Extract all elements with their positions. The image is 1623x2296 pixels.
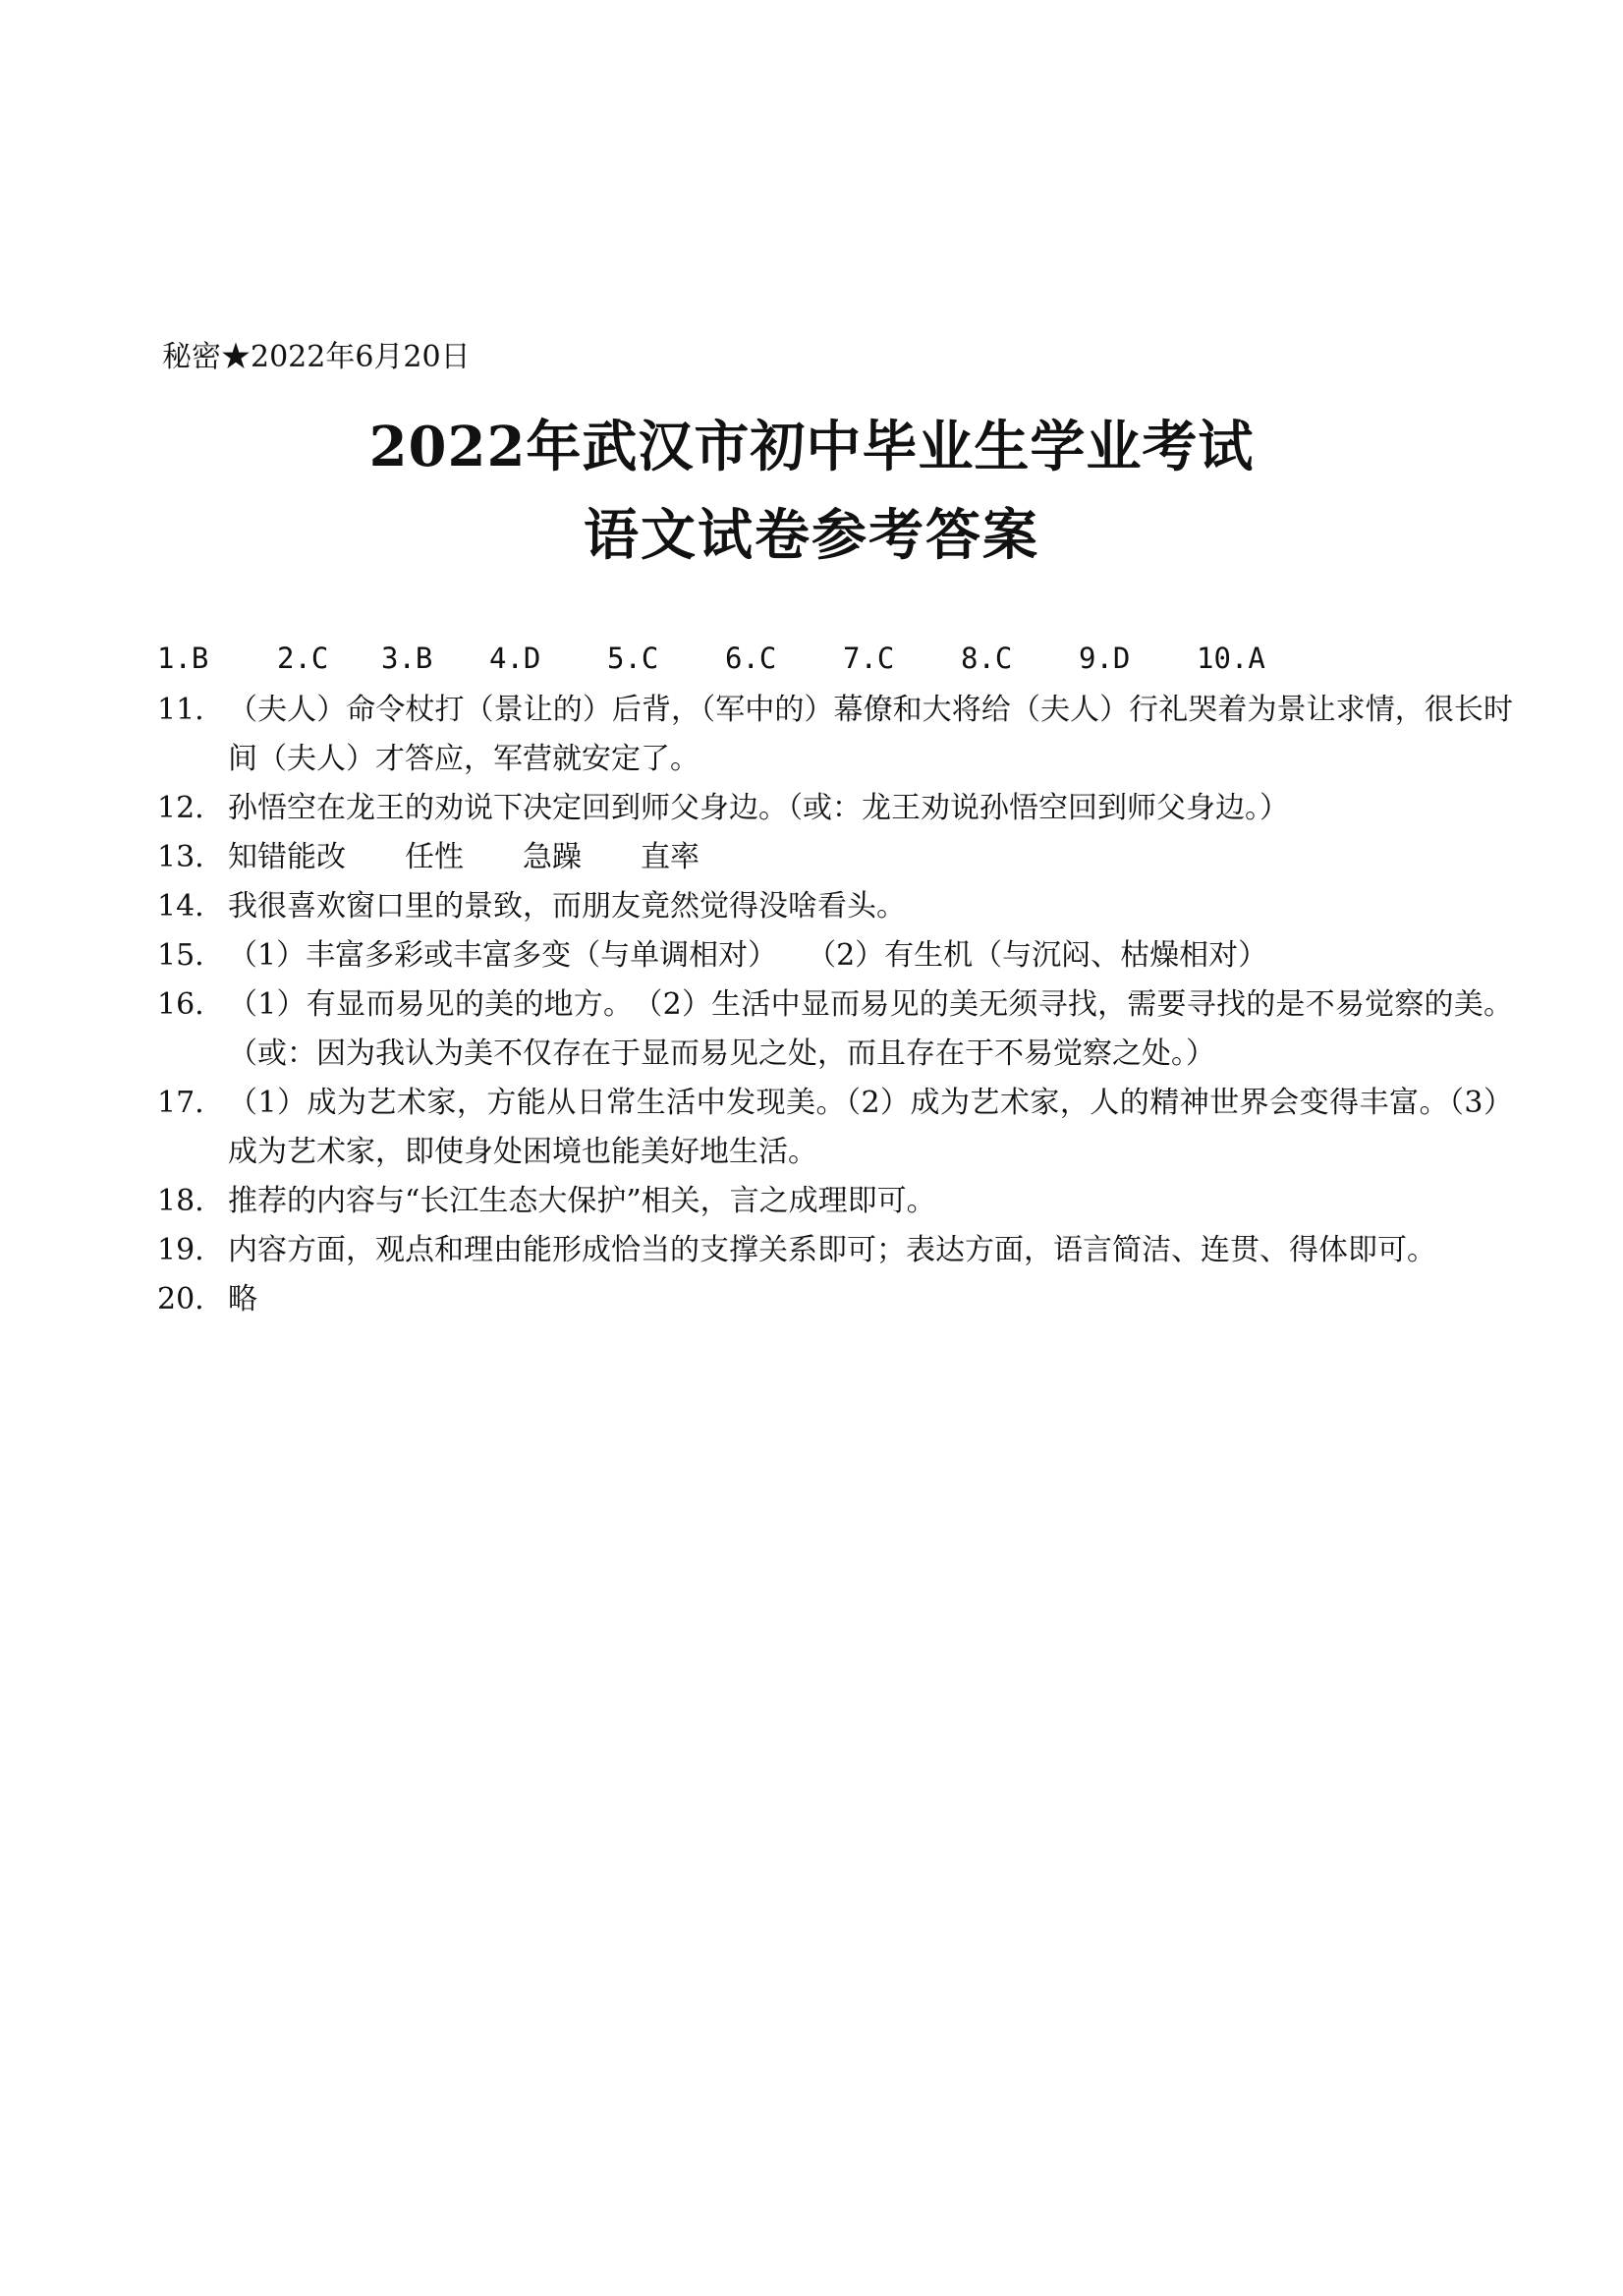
answer-text: 孙悟空在龙王的劝说下决定回到师父身边。（或：龙王劝说孙悟空回到师父身边。）	[228, 791, 1289, 825]
answer-number: 14.	[157, 889, 204, 924]
mc-answer-4: 4.D	[489, 642, 541, 675]
answer-number: 15.	[157, 938, 204, 973]
answer-number: 18.	[157, 1184, 204, 1218]
multiple-choice-answers	[0, 637, 1623, 680]
mc-answer-3: 3.B	[381, 642, 433, 675]
mc-answer-6: 6.C	[725, 642, 777, 675]
answer-number: 12.	[157, 791, 204, 825]
mc-answer-1: 1.B	[157, 642, 209, 675]
answer-number: 11.	[157, 693, 204, 727]
answer-key-subtitle: 语文试卷参考答案	[584, 503, 1039, 568]
answer-text: （1）成为艺术家，方能从日常生活中发现美。（2）成为艺术家，人的精神世界会变得丰富。（3）成为艺术家，即使身处困境也能美好地生活。	[228, 1086, 1513, 1169]
answer-text: 知错能改 任性 急躁 直率	[228, 840, 700, 874]
mc-answer-2: 2.C	[277, 642, 329, 675]
confidential-date-line: 秘密★2022年6月20日	[162, 340, 471, 374]
answer-item-19	[157, 1226, 1513, 1275]
mc-answer-8: 8.C	[961, 642, 1013, 675]
answer-text: （1）丰富多彩或丰富多变（与单调相对） （2）有生机（与沉闷、枯燥相对）	[228, 938, 1268, 973]
answer-item-16	[157, 980, 1513, 1079]
mc-answer-10: 10.A	[1197, 642, 1265, 675]
mc-answer-9: 9.D	[1079, 642, 1131, 675]
answer-number: 19.	[157, 1233, 204, 1267]
answer-item-11	[157, 686, 1513, 784]
answer-item-17	[157, 1079, 1513, 1177]
answer-number: 13.	[157, 840, 204, 874]
answer-text: （1）有显而易见的美的地方。 （2）生活中显而易见的美无须寻找，需要寻找的是不易觉察的美。（或：因为我认为美不仅存在于显而易见之处，而且存在于不易觉察之处。）	[228, 987, 1513, 1071]
exam-title: 2022年武汉市初中毕业生学业考试	[368, 415, 1255, 479]
mc-answer-7: 7.C	[843, 642, 895, 675]
answer-text: 略	[228, 1282, 257, 1316]
answer-item-14	[157, 882, 1513, 931]
answer-item-15	[157, 931, 1513, 980]
answer-number: 17.	[157, 1086, 204, 1120]
answer-item-18	[157, 1177, 1513, 1226]
answer-text: （夫人）命令杖打（景让的）后背，（军中的）幕僚和大将给（夫人）行礼哭着为景让求情，很长时间（夫人）才答应，军营就安定了。	[228, 693, 1513, 776]
answer-number: 20.	[157, 1282, 204, 1316]
answer-list	[157, 686, 1513, 1324]
answer-item-13	[157, 833, 1513, 882]
answer-text: 内容方面，观点和理由能形成恰当的支撑关系即可；表达方面，语言简洁、连贯、得体即可。	[228, 1233, 1436, 1267]
answer-number: 16.	[157, 987, 204, 1022]
mc-answer-5: 5.C	[607, 642, 659, 675]
answer-item-12	[157, 784, 1513, 833]
answer-text: 推荐的内容与“长江生态大保护”相关，言之成理即可。	[228, 1184, 936, 1218]
answer-item-20	[157, 1275, 1513, 1324]
answer-text: 我很喜欢窗口里的景致，而朋友竟然觉得没啥看头。	[228, 889, 906, 924]
